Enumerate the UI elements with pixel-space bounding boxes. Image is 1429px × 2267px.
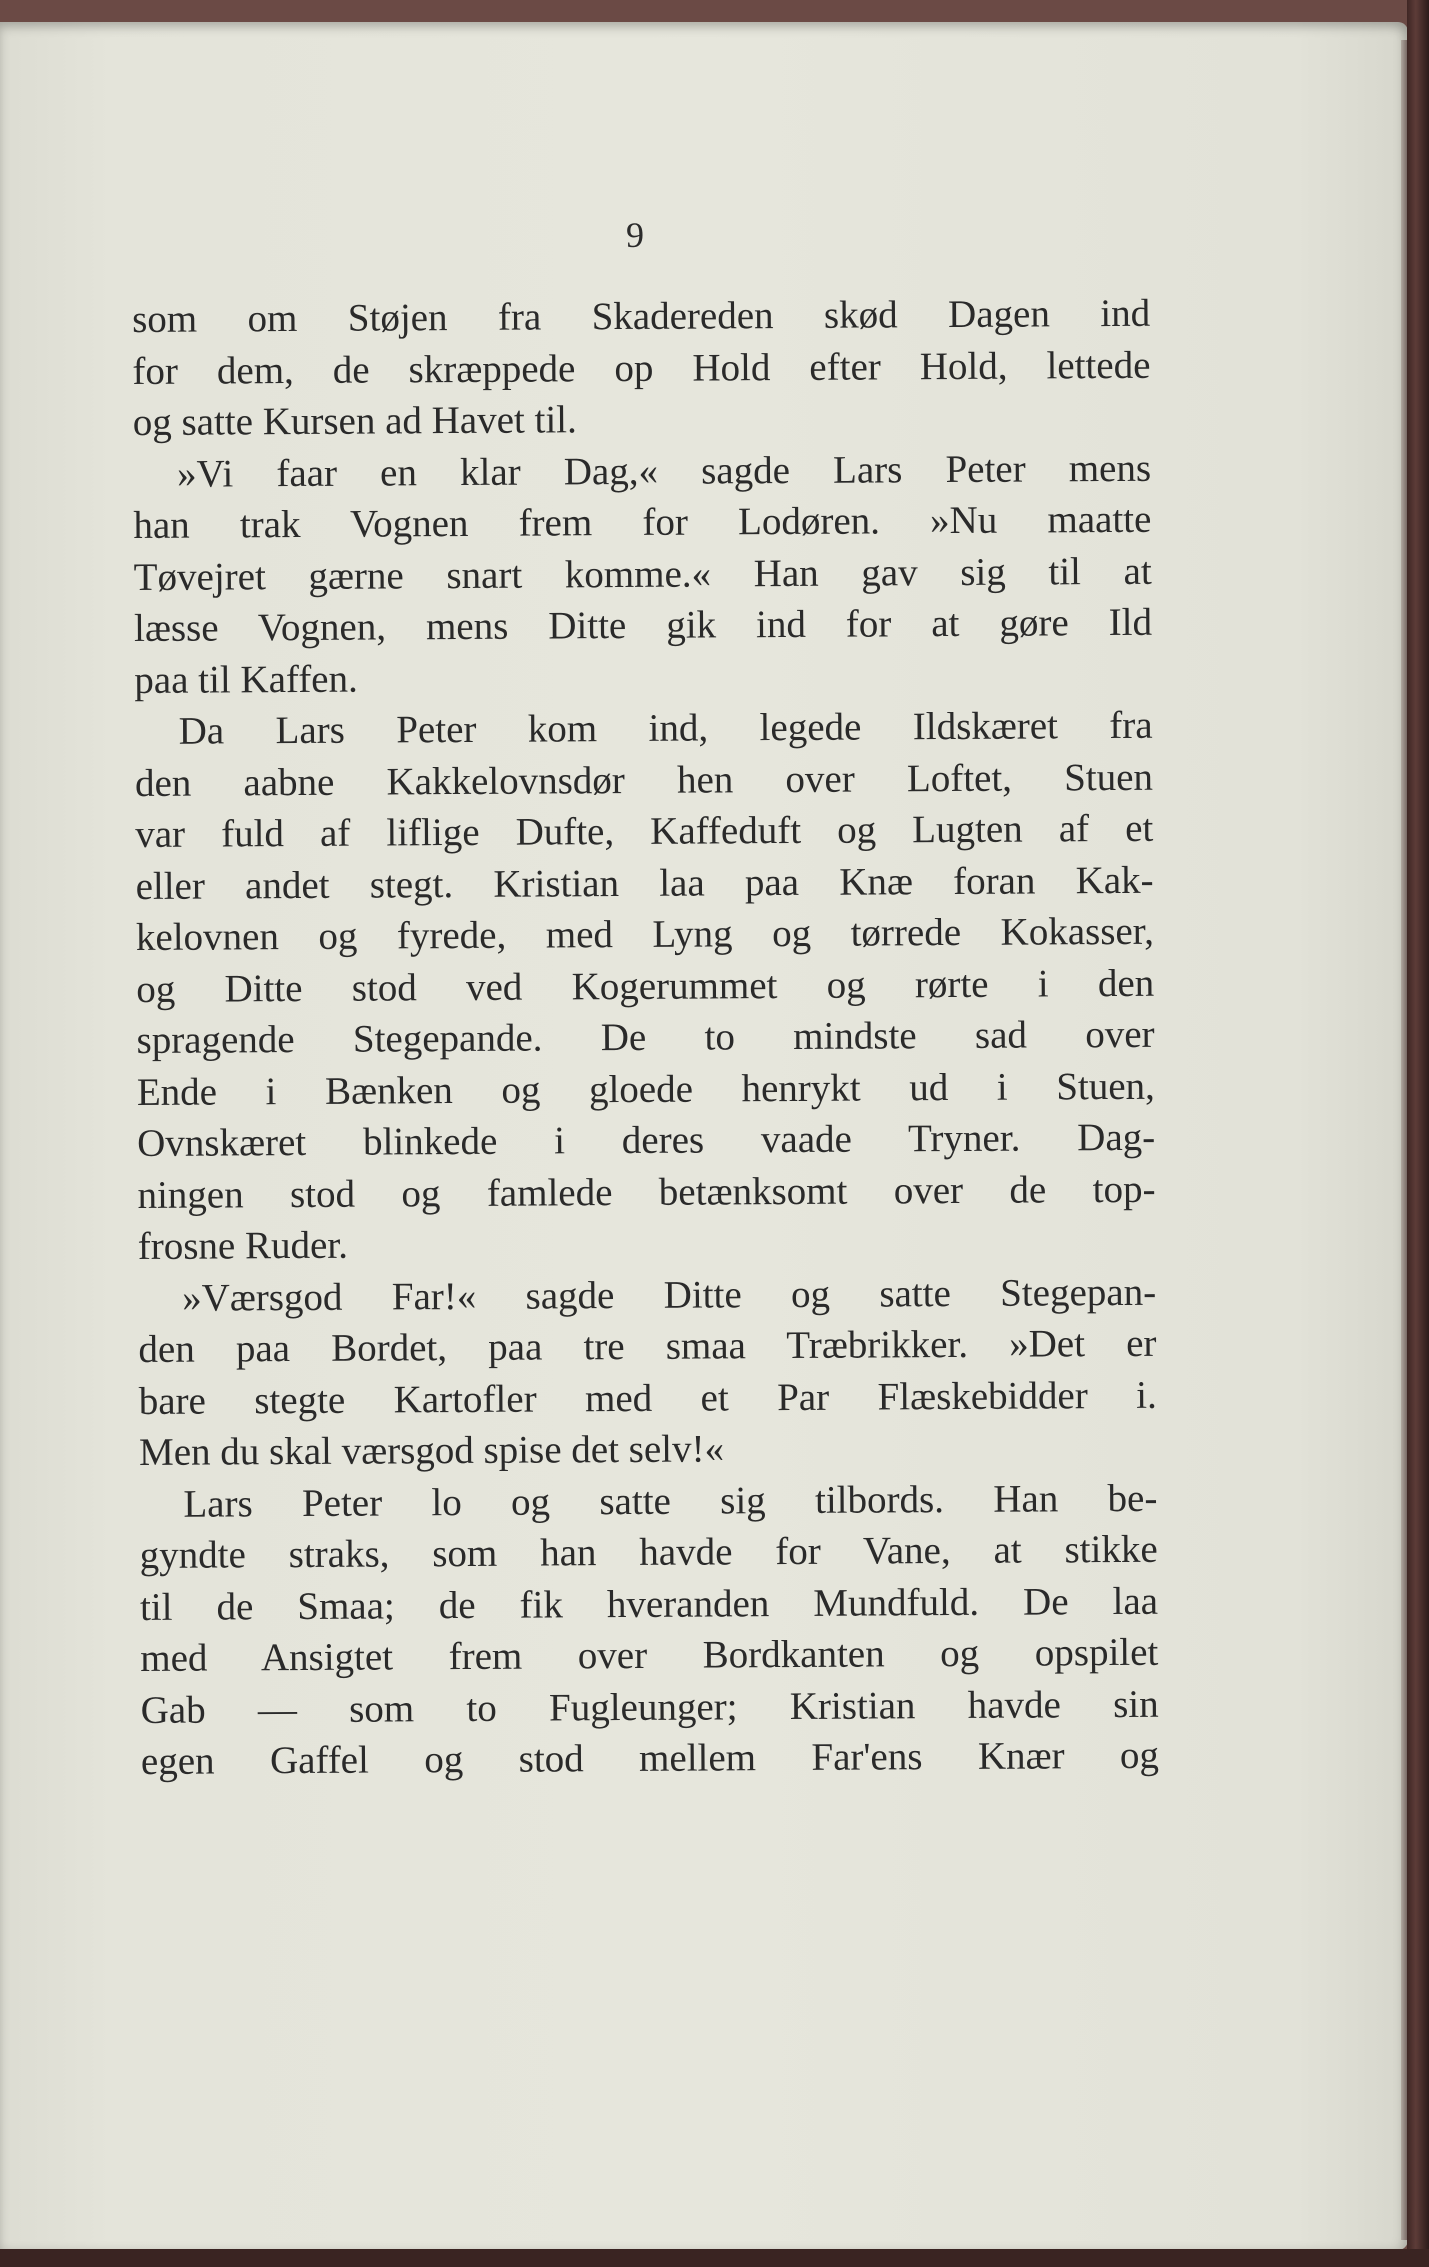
text-line: »Værsgod Far!« sagde Ditte og satte Stegepan- [182, 1270, 1157, 1320]
text-line: Ovnskæret blinkede i deres vaade Tryner. Dag- [137, 1115, 1156, 1165]
text-line: Ende i Bænken og gloede henrykt ud i Stuen, [136, 1064, 1155, 1114]
text-line: som om Støjen fra Skadereden skød Dagen ind [132, 291, 1151, 341]
book-spine [1407, 0, 1429, 2267]
text-line: den paa Bordet, paa tre smaa Træbrikker. »Det er [138, 1321, 1157, 1371]
text-line: Lars Peter lo og satte sig tilbords. Han be- [183, 1476, 1158, 1526]
text-line: paa til Kaffen. [134, 657, 358, 702]
text-line: »Vi faar en klar Dag,« sagde Lars Peter mens [176, 446, 1152, 496]
text-line: Men du skal værsgod spise det selv!« [138, 1427, 725, 1474]
text-line: med Ansigtet frem over Bordkanten og opspilet [140, 1630, 1159, 1680]
paper-page [0, 22, 1408, 2250]
text-line: Gab — som to Fugleunger; Kristian havde sin [140, 1682, 1159, 1732]
text-line: Da Lars Peter kom ind, legede Ildskæret fra [178, 703, 1153, 753]
text-line: eller andet stegt. Kristian laa paa Knæ foran Kak- [135, 858, 1154, 908]
text-line: han trak Vognen frem for Lodøren. »Nu maatte [133, 497, 1152, 547]
text-line: og satte Kursen ad Havet til. [132, 398, 577, 444]
text-line: frosne Ruder. [137, 1223, 349, 1268]
text-line: ningen stod og famlede betænksomt over de top- [137, 1167, 1156, 1217]
text-line: gyndte straks, som han havde for Vane, at stikke [139, 1527, 1158, 1577]
text-line: til de Smaa; de fik hveranden Mundfuld. De laa [139, 1579, 1159, 1629]
text-line: spragende Stegepande. De to mindste sad over [136, 1012, 1155, 1062]
text-line: den aabne Kakkelovnsdør hen over Loftet, Stuen [134, 755, 1154, 805]
text-line: egen Gaffel og stod mellem Far'ens Knær og [140, 1733, 1160, 1783]
page-number: 9 [626, 215, 644, 255]
bottom-edge [0, 2249, 1429, 2267]
text-line: kelovnen og fyrede, med Lyng og tørrede Kokasser, [135, 909, 1155, 959]
text-line: var fuld af liflige Dufte, Kaffeduft og Lugten af et [135, 806, 1154, 856]
text-line: læsse Vognen, mens Ditte gik ind for at gøre Ild [133, 600, 1153, 650]
text-line: for dem, de skræppede op Hold efter Hold, lettede [132, 343, 1151, 393]
text-line: bare stegte Kartofler med et Par Flæskebidder i. [138, 1373, 1157, 1423]
text-line: og Ditte stod ved Kogerummet og rørte i den [136, 961, 1155, 1011]
body-text [132, 288, 1159, 1788]
text-line: Tøvejret gærne snart komme.« Han gav sig til at [133, 549, 1152, 599]
